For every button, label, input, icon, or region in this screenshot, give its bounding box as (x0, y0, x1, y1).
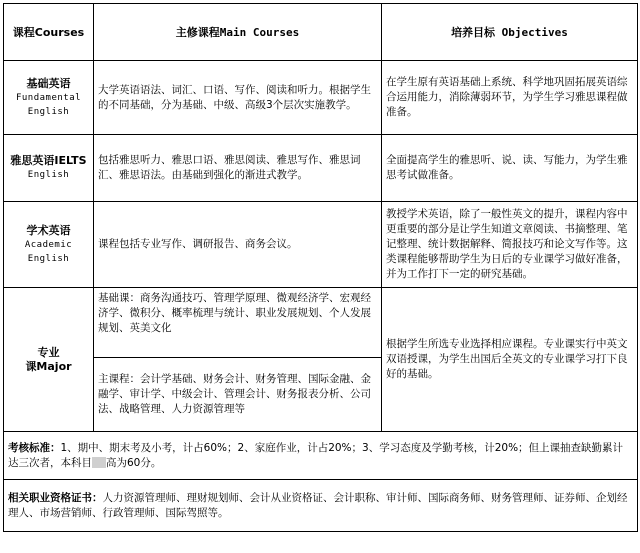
course-name-en: Academic (24, 239, 73, 250)
assessment-label: 考核标准： (8, 441, 61, 454)
assessment-text: 1、期中、期末考及小考，计占60%；2、家庭作业，计占20%；3、学习态度及学勤考核，计20%；但上课抽查缺勤累计达三次者，本科目 (8, 441, 624, 469)
course-name-en: Fundamental (15, 92, 82, 103)
basic-courses-cell: 基础课：商务沟通技巧、管理学原理、微观经济学、宏观经济学、微积分、概率梳理与统计、职业发展规划、个人发展规划、英美文化 (94, 288, 382, 358)
header-courses: 课程Courses (4, 4, 94, 61)
table-row (4, 61, 638, 135)
main-courses-cell: 包括雅思听力、雅思口语、雅思阅读、雅思写作、雅思词汇、雅思语法。由基础到强化的渐进式教学。 (94, 135, 382, 202)
table-row (4, 288, 638, 358)
course-name-zh: 雅思英语IELTS (10, 154, 87, 167)
course-name-zh: 学术英语 (26, 223, 71, 237)
redaction-mark (92, 457, 106, 468)
course-name (4, 288, 94, 432)
table-row (4, 135, 638, 202)
course-table (3, 3, 638, 532)
objectives-cell: 根据学生所选专业选择相应课程。专业课实行中英文双语授课，为学生出国后全英文的专业课学习打下良好的基础。 (382, 288, 638, 432)
header-objectives: 培养目标 Objectives (382, 4, 638, 61)
course-name-zh: 课Major (25, 359, 72, 373)
course-name-zh: 基础英语 (26, 76, 71, 90)
course-name (4, 61, 94, 135)
certificates-label: 相关职业资格证书： (8, 491, 103, 504)
assessment-cell (4, 432, 638, 480)
objectives-cell: 在学生原有英语基础上系统、科学地巩固拓展英语综合运用能力，消除薄弱环节，为学生学习雅思课程做准备。 (382, 61, 638, 135)
objectives-cell: 教授学术英语，除了一般性英文的提升，课程内容中更重要的部分是让学生知道文章阅读、书摘整理、笔记整理、统计数据解释、简报技巧和论文写作等。这类课程能够帮助学生为日后的专业课学习做好准备，并为工作打下一定的研究基础。 (382, 202, 638, 288)
main-required-courses-cell: 主课程：会计学基础、财务会计、财务管理、国际金融、金融学、审计学、中级会计、管理会计、财务报表分析、公司法、战略管理、人力资源管理等 (94, 358, 382, 432)
objectives-cell: 全面提高学生的雅思听、说、读、写能力，为学生雅思考试做准备。 (382, 135, 638, 202)
certificates-row (4, 480, 638, 532)
header-main-courses: 主修课程Main Courses (94, 4, 382, 61)
assessment-text-end: 高为60分。 (106, 456, 162, 469)
course-name-en: English (27, 106, 70, 117)
table-row (4, 202, 638, 288)
course-name (4, 202, 94, 288)
course-name-en: English (27, 170, 70, 180)
main-courses-cell: 课程包括专业写作、调研报告、商务会议。 (94, 202, 382, 288)
course-name-en: English (27, 253, 70, 264)
assessment-row (4, 432, 638, 480)
course-name (4, 135, 94, 202)
main-courses-cell: 大学英语语法、词汇、口语、写作、阅读和听力。根据学生的不同基础，分为基础、中级、高级3个层次实施教学。 (94, 61, 382, 135)
course-name-zh: 专业 (37, 345, 60, 359)
certificates-text: 人力资源管理师、理财规划师、会计从业资格证、会计职称、审计师、国际商务师、财务管理师、证券师、企划经理人、市场营销师、行政管理师、国际驾照等。 (8, 491, 628, 519)
certificates-cell (4, 480, 638, 532)
header-row (4, 4, 638, 61)
